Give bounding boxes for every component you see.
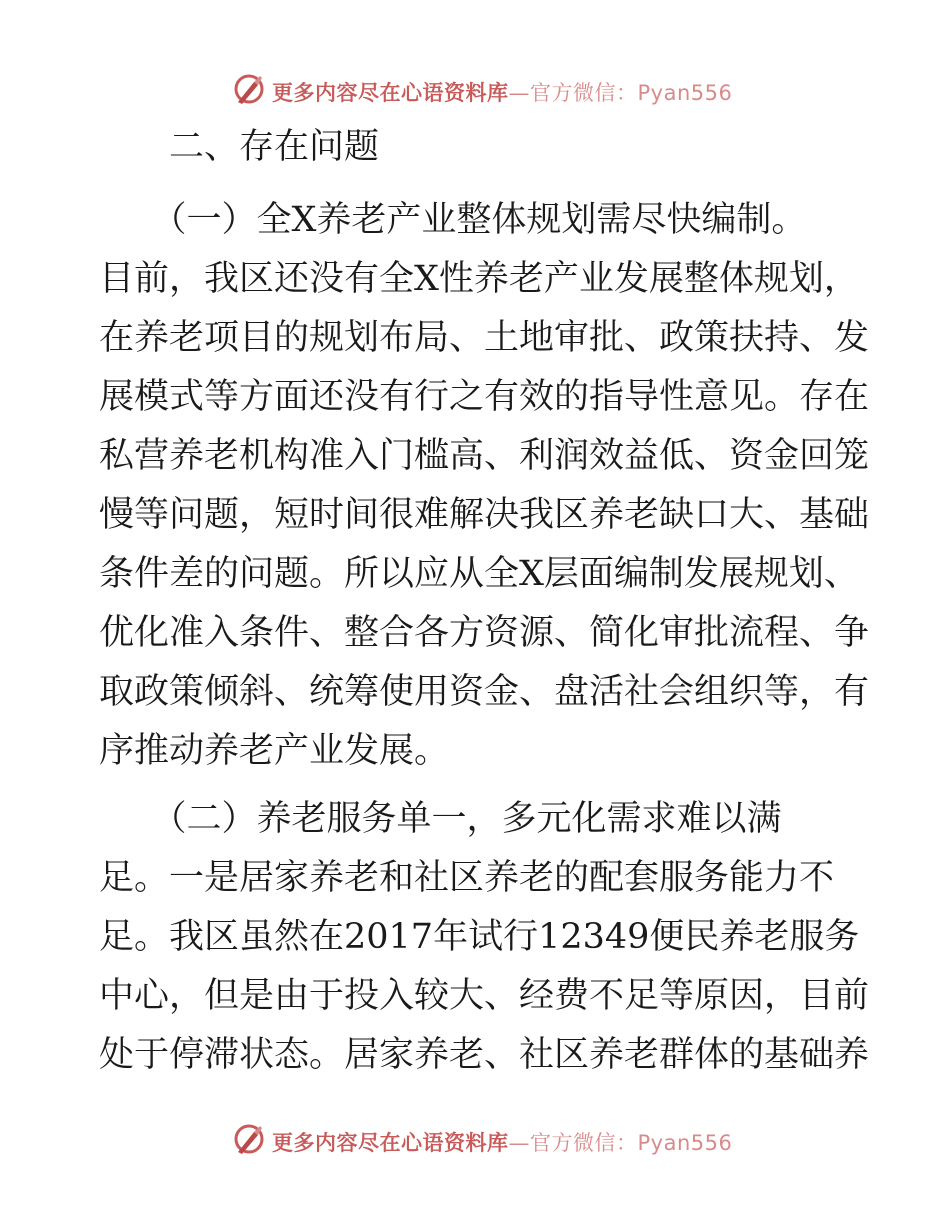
paragraph-line: 中心，但是由于投入较大、经费不足等原因，目前	[99, 976, 870, 1016]
quill-logo-icon	[232, 1122, 266, 1156]
watermark-text	[272, 1127, 732, 1157]
paragraph-line: 处于停滞状态。居家养老、社区养老群体的基础养	[99, 1035, 870, 1075]
watermark-footer	[0, 1122, 950, 1158]
paragraph-line: 取政策倾斜、统筹使用资金、盘活社会组织等，有	[99, 672, 870, 712]
paragraph-line: 足。一是居家养老和社区养老的配套服务能力不	[99, 858, 835, 898]
quill-logo-icon	[232, 72, 266, 106]
paragraph-line: 优化准入条件、整合各方资源、简化审批流程、争	[99, 613, 870, 653]
paragraph-line: 序推动养老产业发展。	[99, 731, 450, 771]
watermark-header	[0, 72, 950, 108]
watermark-brand: 更多内容尽在心语资料库	[272, 80, 509, 105]
paragraph-line: 在养老项目的规划布局、土地审批、政策扶持、发	[99, 318, 870, 358]
paragraph-line: 慢等问题，短时间很难解决我区养老缺口大、基础	[99, 495, 870, 535]
watermark-handle: Pyan556	[637, 81, 733, 105]
watermark-separator: —	[508, 1131, 530, 1155]
paragraph-line: 目前，我区还没有全X性养老产业发展整体规划，	[99, 259, 859, 299]
watermark-brand: 更多内容尽在心语资料库	[272, 1130, 509, 1155]
watermark-separator: —	[508, 81, 530, 105]
paragraph-line: 私营养老机构准入门槛高、利润效益低、资金回笼	[99, 436, 870, 476]
watermark-contact: 官方微信：	[530, 81, 638, 105]
watermark-handle: Pyan556	[637, 1131, 733, 1155]
paragraph-line: 展模式等方面还没有行之有效的指导性意见。存在	[99, 377, 870, 417]
watermark-contact: 官方微信：	[530, 1131, 638, 1155]
section-heading: 二、存在问题	[99, 127, 380, 167]
paragraph-line: 条件差的问题。所以应从全X层面编制发展规划、	[99, 554, 859, 594]
subheading-one: （一）全X养老产业整体规划需尽快编制。	[99, 200, 807, 240]
subheading-two: （二）养老服务单一，多元化需求难以满	[99, 799, 782, 839]
watermark-text	[272, 77, 732, 107]
paragraph-line: 足。我区虽然在2017年试行12349便民养老服务	[99, 917, 860, 957]
